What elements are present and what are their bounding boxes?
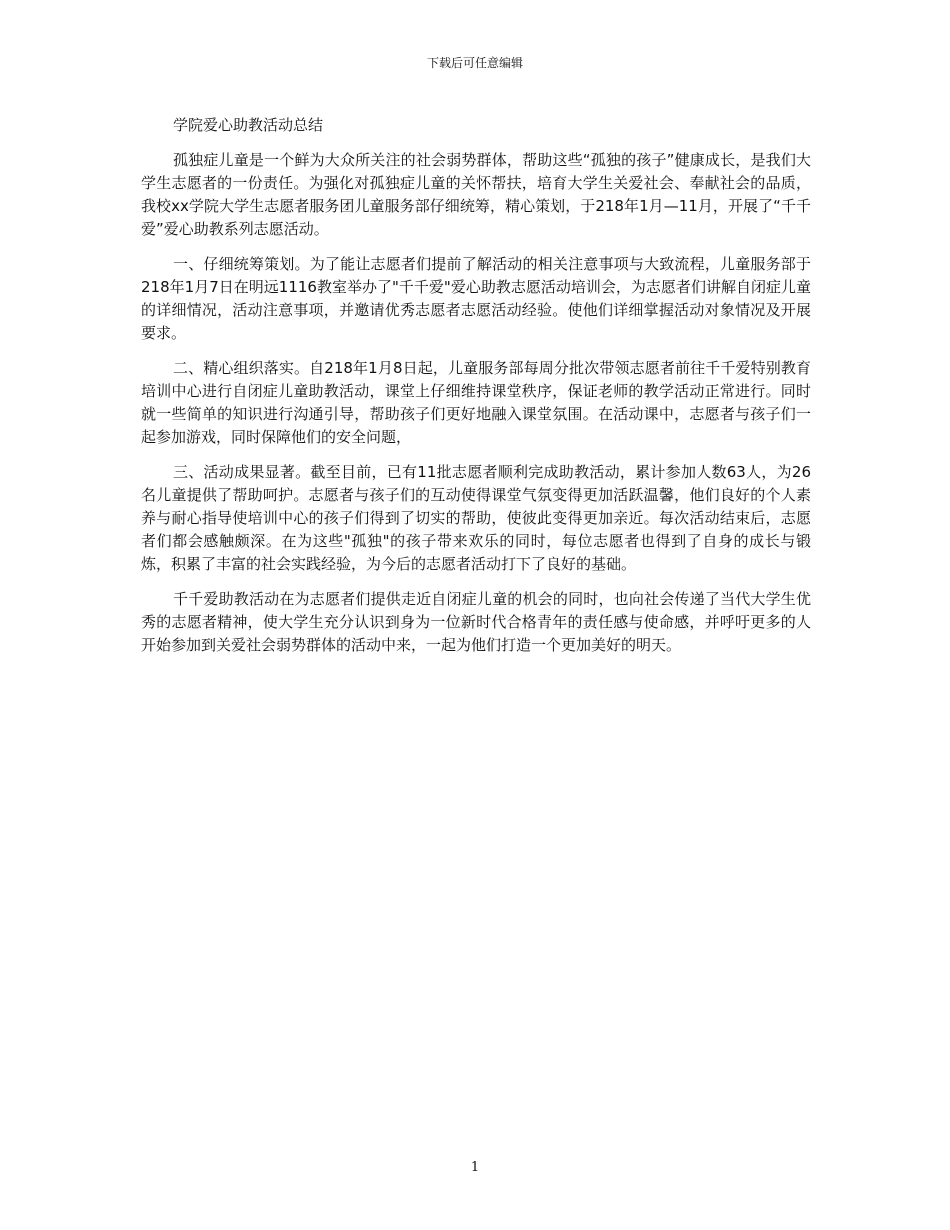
paragraph-results: 三、活动成果显著。截至目前，已有11批志愿者顺利完成助教活动，累计参加人数63人，为26名儿童提供了帮助呵护。志愿者与孩子们的互动使得课堂气氛变得更加活跃温馨，他们良好的个人素养与耐心指导使培训中心的孩子们得到了切实的帮助，使彼此变得更加亲近。每次活动结束后，志愿者们都会感触颇深。在为这些"孤独"的孩子带来欢乐的同时，每位志愿者也得到了自身的成长与锻炼，积累了丰富的社会实践经验，为今后的志愿者活动打下了良好的基础。 [141,463,811,573]
paragraph-intro: 孤独症儿童是一个鲜为大众所关注的社会弱势群体，帮助这些“孤独的孩子”健康成长，是我们大学生志愿者的一份责任。为强化对孤独症儿童的关怀帮扶，培育大学生关爱社会、奉献社会的品质，我校xx学院大学生志愿者服务团儿童服务部仔细统筹，精心策划，于218年1月—11月，开展了“千千爱”爱心助教系列志愿活动。 [141,151,811,238]
document-body [141,114,811,669]
page-number: 1 [470,1160,480,1175]
paragraph-planning: 一、仔细统筹策划。为了能让志愿者们提前了解活动的相关注意事项与大致流程，儿童服务部于218年1月7日在明远1116教室举办了"千千爱"爱心助教志愿活动培训会，为志愿者们讲解自闭症儿童的详细情况，活动注意事项，并邀请优秀志愿者志愿活动经验。使他们详细掌握活动对象情况及开展要求。 [141,255,811,342]
paragraph-implementation: 二、精心组织落实。自218年1月8日起，儿童服务部每周分批次带领志愿者前往千千爱特别教育培训中心进行自闭症儿童助教活动，课堂上仔细维持课堂秩序，保证老师的教学活动正常进行。同时就一些简单的知识进行沟通引导，帮助孩子们更好地融入课堂氛围。在活动课中，志愿者与孩子们一起参加游戏，同时保障他们的安全问题， [141,359,811,446]
paragraph-conclusion: 千千爱助教活动在为志愿者们提供走近自闭症儿童的机会的同时，也向社会传递了当代大学生优秀的志愿者精神，使大学生充分认识到身为一位新时代合格青年的责任感与使命感，并呼吁更多的人开始参加到关爱社会弱势群体的活动中来，一起为他们打造一个更加美好的明天。 [141,590,811,654]
document-title: 学院爱心助教活动总结 [173,116,324,134]
page-header: 下载后可任意编辑 [426,56,523,70]
